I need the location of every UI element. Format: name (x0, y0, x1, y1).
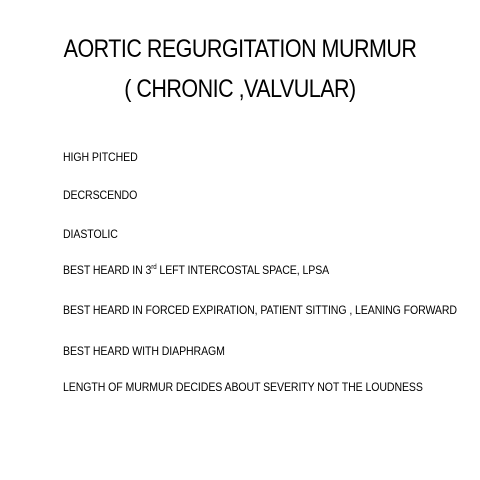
feature-diastolic: DIASTOLIC (63, 227, 118, 241)
feature-decrescendo: DECRSCENDO (63, 188, 138, 202)
feature-high-pitched: HIGH PITCHED (63, 150, 138, 164)
feature-best-heard-location (63, 263, 329, 277)
feature-diaphragm: BEST HEARD WITH DIAPHRAGM (63, 344, 225, 358)
feature-length-severity: LENGTH OF MURMUR DECIDES ABOUT SEVERITY NOT THE LOUDNESS (63, 380, 423, 394)
ordinal-superscript: rd (151, 264, 157, 271)
feature-location-text: BEST HEARD IN 3 (63, 263, 152, 277)
slide-title-line-2: ( CHRONIC ,VALVULAR) (124, 75, 356, 103)
slide-title-line-1: AORTIC REGURGITATION MURMUR (63, 35, 417, 63)
feature-location-text-rest: LEFT INTERCOSTAL SPACE, LPSA (156, 263, 330, 277)
feature-forced-expiration: BEST HEARD IN FORCED EXPIRATION, PATIENT SITTING , LEANING FORWARD (63, 303, 457, 317)
